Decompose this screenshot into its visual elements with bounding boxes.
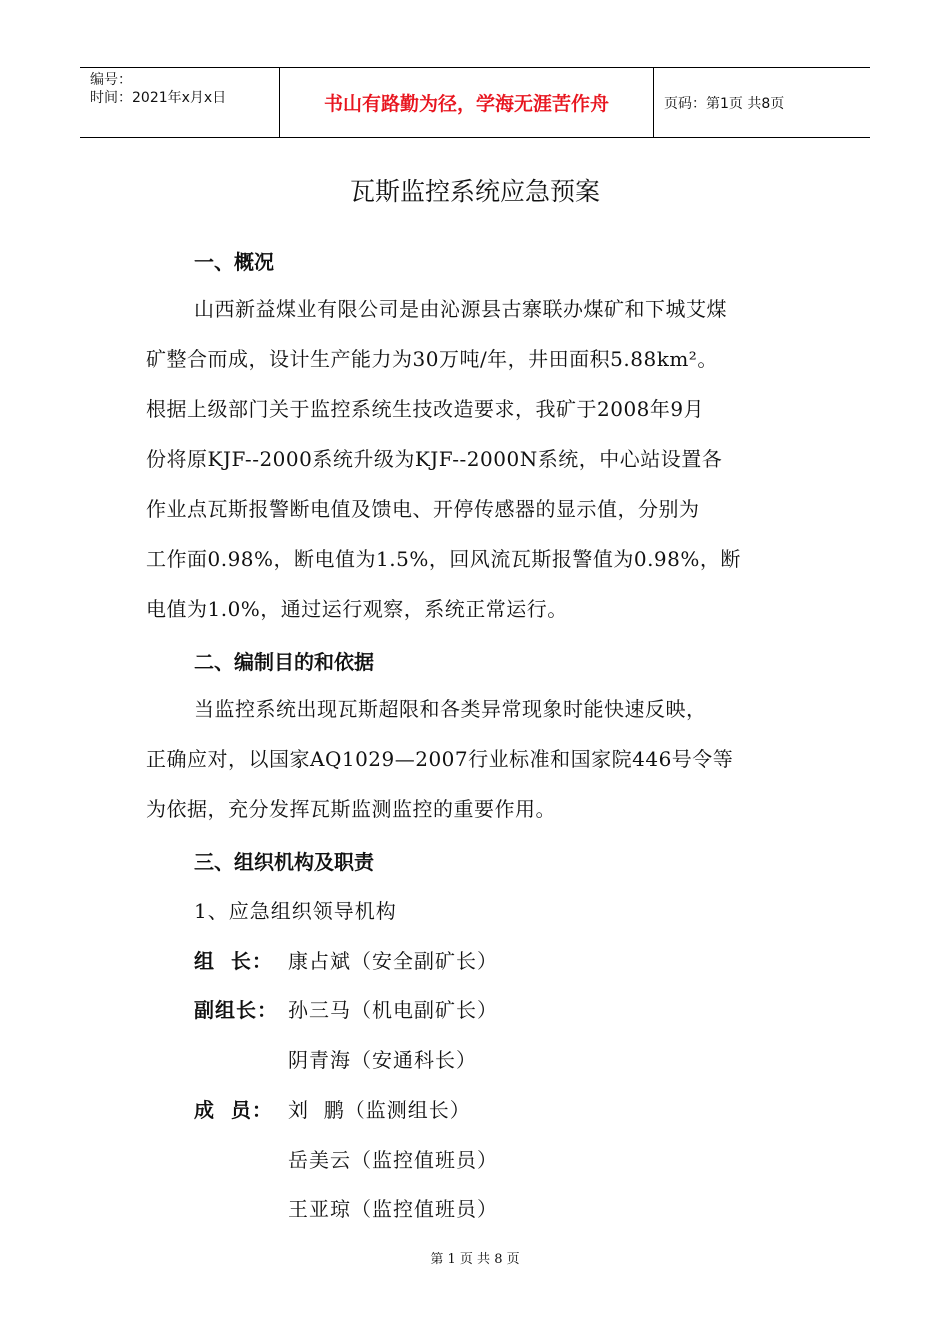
deputy-role-label: 副组长： [194, 998, 278, 1022]
section2-heading: 二、编制目的和依据 [194, 650, 374, 674]
header-motto: 书山有路勤为径，学海无涯苦作舟 [280, 68, 654, 137]
time-label: 时间：2021年x月x日 [90, 90, 227, 106]
paragraph-line: 山西新益煤业有限公司是由沁源县古寨联办煤矿和下城艾煤 [194, 297, 727, 321]
section2-paragraph [146, 684, 806, 834]
paragraph-line: 为依据，充分发挥瓦斯监测监控的重要作用。 [146, 797, 556, 821]
paragraph-line: 根据上级部门关于监控系统生技改造要求，我矿于2008年9月 [146, 397, 705, 421]
member-name: 王亚琼（监控值班员） [288, 1197, 498, 1221]
deputy-name: 阴青海（安通科长） [288, 1048, 477, 1072]
leader-role-label: 组 长： [194, 949, 273, 973]
leader-name: 康占斌（安全副矿长） [288, 949, 498, 973]
section1-heading: 一、概况 [194, 250, 274, 274]
member-name: 刘 鹏（监测组长） [288, 1098, 471, 1122]
header-meta [80, 68, 280, 137]
paragraph-line: 矿整合而成，设计生产能力为30万吨/年，井田面积5.88km²。 [146, 347, 718, 371]
paragraph-line: 作业点瓦斯报警断电值及馈电、开停传感器的显示值，分别为 [146, 497, 700, 521]
paragraph-line: 电值为1.0%，通过运行观察，系统正常运行。 [146, 597, 568, 621]
paragraph-line: 份将原KJF--2000系统升级为KJF--2000N系统，中心站设置各 [146, 447, 723, 471]
paragraph-line: 工作面0.98%，断电值为1.5%，回风流瓦斯报警值为0.98%，断 [146, 547, 741, 571]
paragraph-line: 当监控系统出现瓦斯超限和各类异常现象时能快速反映， [194, 697, 707, 721]
header-page-info: 页码：第1页 共8页 [664, 95, 785, 112]
deputy-name: 孙三马（机电副矿长） [288, 998, 498, 1022]
subheading-leadership: 1、应急组织领导机构 [194, 899, 397, 923]
member-name: 岳美云（监控值班员） [288, 1148, 498, 1172]
section3-heading: 三、组织机构及职责 [194, 850, 374, 874]
paragraph-line: 正确应对，以国家AQ1029—2007行业标准和国家院446号令等 [146, 747, 734, 771]
page-footer: 第 1 页 共 8 页 [430, 1252, 520, 1267]
member-role-label: 成 员： [194, 1098, 273, 1122]
document-title: 瓦斯监控系统应急预案 [349, 177, 600, 206]
section1-paragraph [146, 284, 806, 634]
page-header [80, 67, 870, 138]
number-label: 编号： [90, 72, 132, 88]
